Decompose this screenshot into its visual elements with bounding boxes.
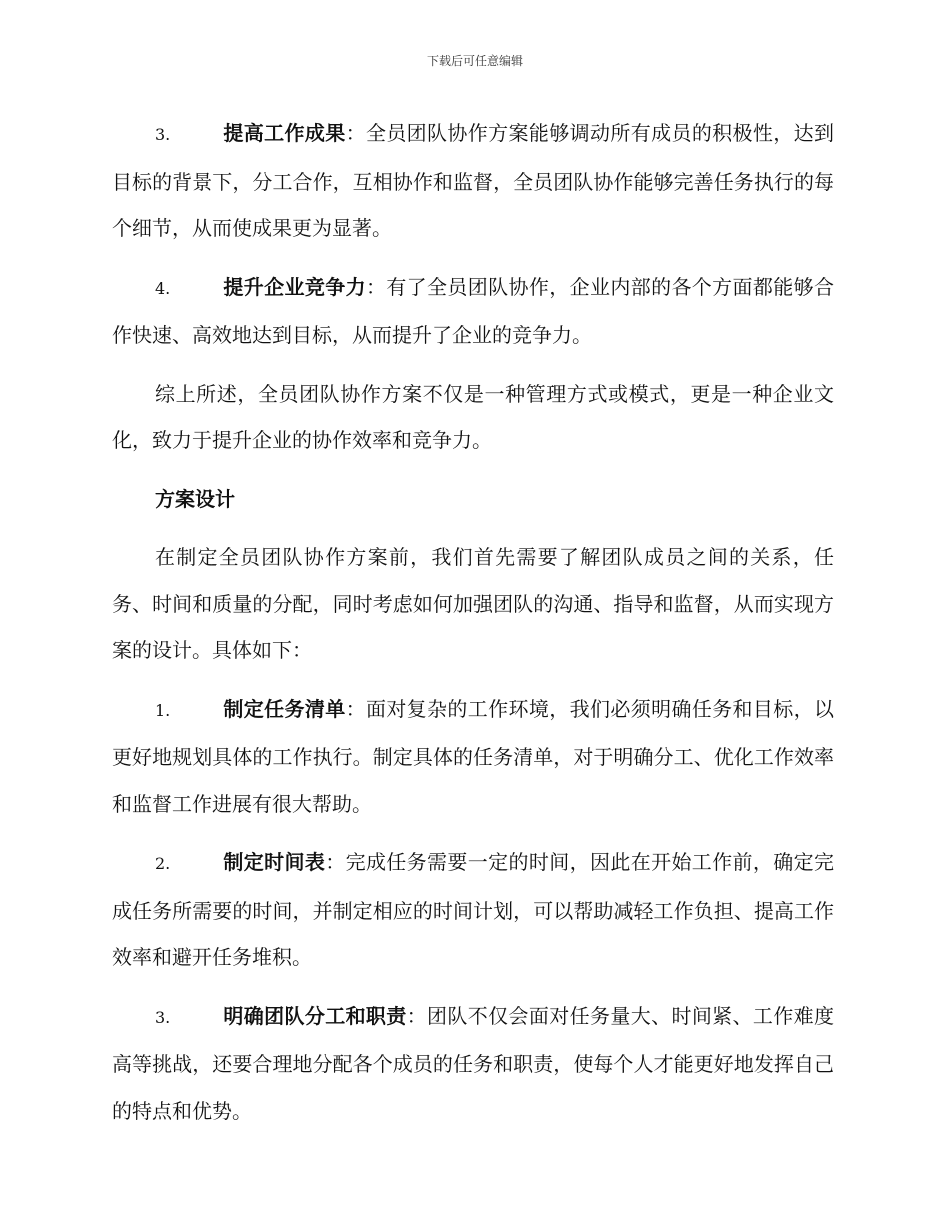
list-item-title: 制定任务清单 bbox=[223, 696, 346, 721]
list-item-text: 面对复杂的工作环境，我们必须明确任务和目标，以更好地规划具体的工作执行。制定具体的任务清单，对于明确分工、优化工作效率和监督工作进展有很大帮助。 bbox=[112, 696, 835, 816]
list-item bbox=[112, 839, 834, 981]
list-item-number: 3. bbox=[155, 125, 171, 144]
list-item-title: 提升企业竞争力 bbox=[223, 274, 366, 299]
list-item-number: 2. bbox=[155, 854, 171, 873]
list-item-text: 有了全员团队协作，企业内部的各个方面都能够合作快速、高效地达到目标，从而提升了企业的竞争力。 bbox=[112, 274, 835, 347]
list-item-separator: ： bbox=[325, 850, 346, 874]
list-item-separator: ： bbox=[365, 274, 387, 299]
list-item-separator: ： bbox=[345, 121, 366, 145]
list-item bbox=[112, 264, 834, 359]
list-item bbox=[112, 993, 834, 1135]
list-item-text: 完成任务需要一定的时间，因此在开始工作前，确定完成任务所需要的时间，并制定相应的时间计划，可以帮助减轻工作负担、提高工作效率和避开任务堆积。 bbox=[112, 850, 835, 969]
intro-paragraph: 在制定全员团队协作方案前，我们首先需要了解团队成员之间的关系，任务、时间和质量的分配，同时考虑如何加强团队的沟通、指导和监督，从而实现方案的设计。具体如下： bbox=[112, 545, 834, 662]
list-item-number: 4. bbox=[155, 278, 171, 298]
list-item-number: 3. bbox=[155, 1007, 171, 1027]
document-body bbox=[112, 110, 834, 1146]
list-item-number: 1. bbox=[155, 700, 171, 720]
list-item-text: 全员团队协作方案能够调动所有成员的积极性，达到目标的背景下，分工合作，互相协作和监督，全员团队协作能够完善任务执行的每个细节，从而使成果更为显著。 bbox=[112, 121, 835, 240]
list-item bbox=[112, 686, 834, 828]
summary-paragraph: 综上所述，全员团队协作方案不仅是一种管理方式或模式，更是一种企业文化，致力于提升企业的协作效率和竞争力。 bbox=[112, 381, 834, 452]
section-heading: 方案设计 bbox=[155, 486, 235, 511]
list-item-title: 明确团队分工和职责 bbox=[223, 1003, 407, 1028]
list-item-title: 制定时间表 bbox=[223, 850, 326, 874]
list-item bbox=[112, 110, 834, 252]
list-item-separator: ： bbox=[345, 696, 366, 721]
list-item-title: 提高工作成果 bbox=[223, 121, 346, 145]
list-item-text: 团队不仅会面对任务量大、时间紧、工作难度高等挑战，还要合理地分配各个成员的任务和职责，使每个人才能更好地发挥自己的特点和优势。 bbox=[112, 1003, 835, 1123]
page-header: 下载后可任意编辑 bbox=[426, 54, 523, 68]
list-item-separator: ： bbox=[406, 1003, 428, 1028]
